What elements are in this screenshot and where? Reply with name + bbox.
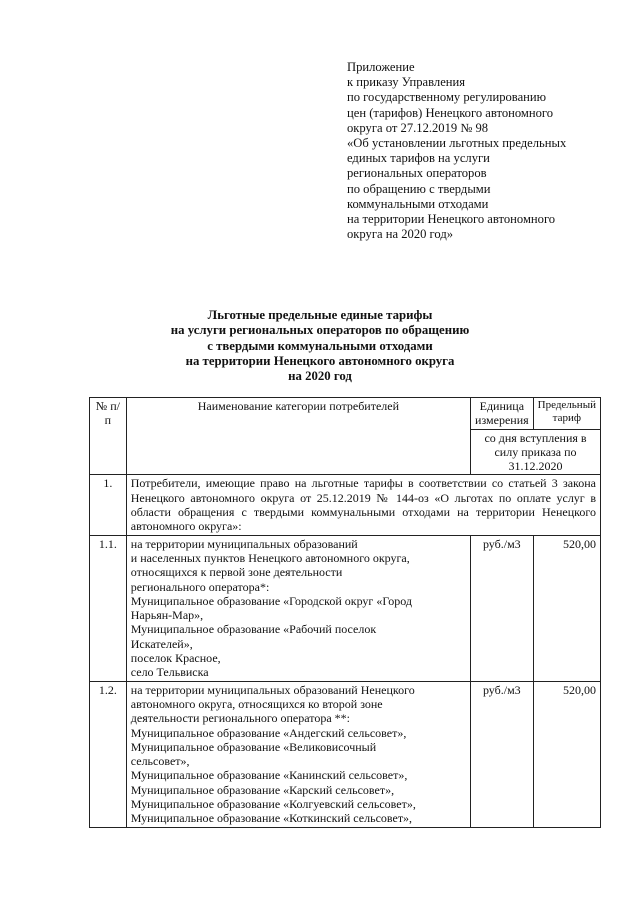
row-line: Искателей», [130, 636, 193, 651]
title-line: с твердыми коммунальными отходами [207, 338, 433, 353]
row-line: на территории муниципальных образований Ненецкого [130, 682, 415, 697]
row-value: 520,00 [533, 535, 600, 681]
table-row [90, 681, 601, 827]
appendix-line: по государственному регулированию [347, 90, 547, 105]
header-period: со дня вступления в силу приказа по 31.12.2020 [471, 429, 601, 475]
row-line: относящихся к первой зоне деятельности [130, 565, 343, 580]
row-line: сельсовет», [130, 754, 190, 769]
appendix-line: на территории Ненецкого автономного [347, 212, 556, 227]
table-row-section [90, 475, 601, 535]
tariffs-table [89, 397, 601, 828]
header-unit: Единица измерения [471, 398, 534, 430]
row-line: Муниципальное образование «Рабочий поселок [130, 622, 377, 637]
row-unit: руб./м3 [471, 535, 534, 681]
section-num: 1. [90, 475, 127, 535]
appendix-line: «Об установлении льготных предельных [347, 136, 567, 151]
row-line: Муниципальное образование «Великовисочный [130, 739, 377, 754]
row-line: Муниципальное образование «Городской округ «Город [130, 593, 412, 608]
row-line: Муниципальное образование «Карский сельсовет», [130, 782, 395, 797]
row-line: автономного округа, относящихся ко второй зоне [130, 696, 383, 711]
row-line: поселок Красное, [130, 651, 221, 666]
row-description [126, 681, 470, 827]
appendix-line: округа на 2020 год» [347, 227, 454, 242]
header-name: Наименование категории потребителей [126, 398, 470, 475]
appendix-block [347, 60, 607, 242]
header-num: № п/п [90, 398, 127, 475]
row-value: 520,00 [533, 681, 600, 827]
row-line: Муниципальное образование «Коткинский сельсовет», [130, 811, 413, 826]
row-unit: руб./м3 [471, 681, 534, 827]
row-line: Муниципальное образование «Канинский сельсовет», [130, 768, 408, 783]
title-line: на услуги региональных операторов по обращению [170, 323, 470, 338]
appendix-line: коммунальными отходами [347, 196, 489, 211]
table-row [90, 535, 601, 681]
row-line: и населенных пунктов Ненецкого автономного округа, [130, 550, 410, 565]
appendix-line: округа от 27.12.2019 № 98 [347, 120, 489, 135]
row-line: Нарьян-Мар», [130, 608, 204, 623]
row-line: деятельности регионального оператора **: [130, 711, 350, 726]
appendix-line: региональных операторов [347, 166, 487, 181]
row-num: 1.2. [90, 681, 127, 827]
row-line: село Тельвиска [130, 665, 209, 680]
header-tariff: Предельный тариф [533, 398, 600, 430]
appendix-line: Приложение [347, 60, 415, 74]
title-line: на 2020 год [288, 369, 352, 384]
row-line: Муниципальное образование «Колгуевский сельсовет», [130, 797, 416, 812]
row-line: регионального оператора*: [130, 579, 270, 594]
title-line: на территории Ненецкого автономного округа [185, 353, 455, 368]
row-line: Муниципальное образование «Андегский сельсовет», [130, 725, 407, 740]
document-title [100, 308, 540, 384]
title-line: Льготные предельные единые тарифы [207, 308, 433, 322]
row-line: на территории муниципальных образований [130, 536, 358, 551]
row-num: 1.1. [90, 535, 127, 681]
appendix-line: единых тарифов на услуги [347, 151, 490, 166]
appendix-line: цен (тарифов) Ненецкого автономного [347, 105, 554, 120]
appendix-line: к приказу Управления [347, 75, 466, 90]
table-header-row [90, 398, 601, 430]
section-text: Потребители, имеющие право на льготные тарифы в соответствии со статьей 3 закона Ненецкого автономного округа от 25.12.2019 № 144-оз «О льготах по оплате услуг в области обращения с твердыми коммунальными отходами на территории Ненецкого автономного округа»: [126, 475, 600, 535]
appendix-line: по обращению с твердыми [347, 181, 491, 196]
row-description [126, 535, 470, 681]
